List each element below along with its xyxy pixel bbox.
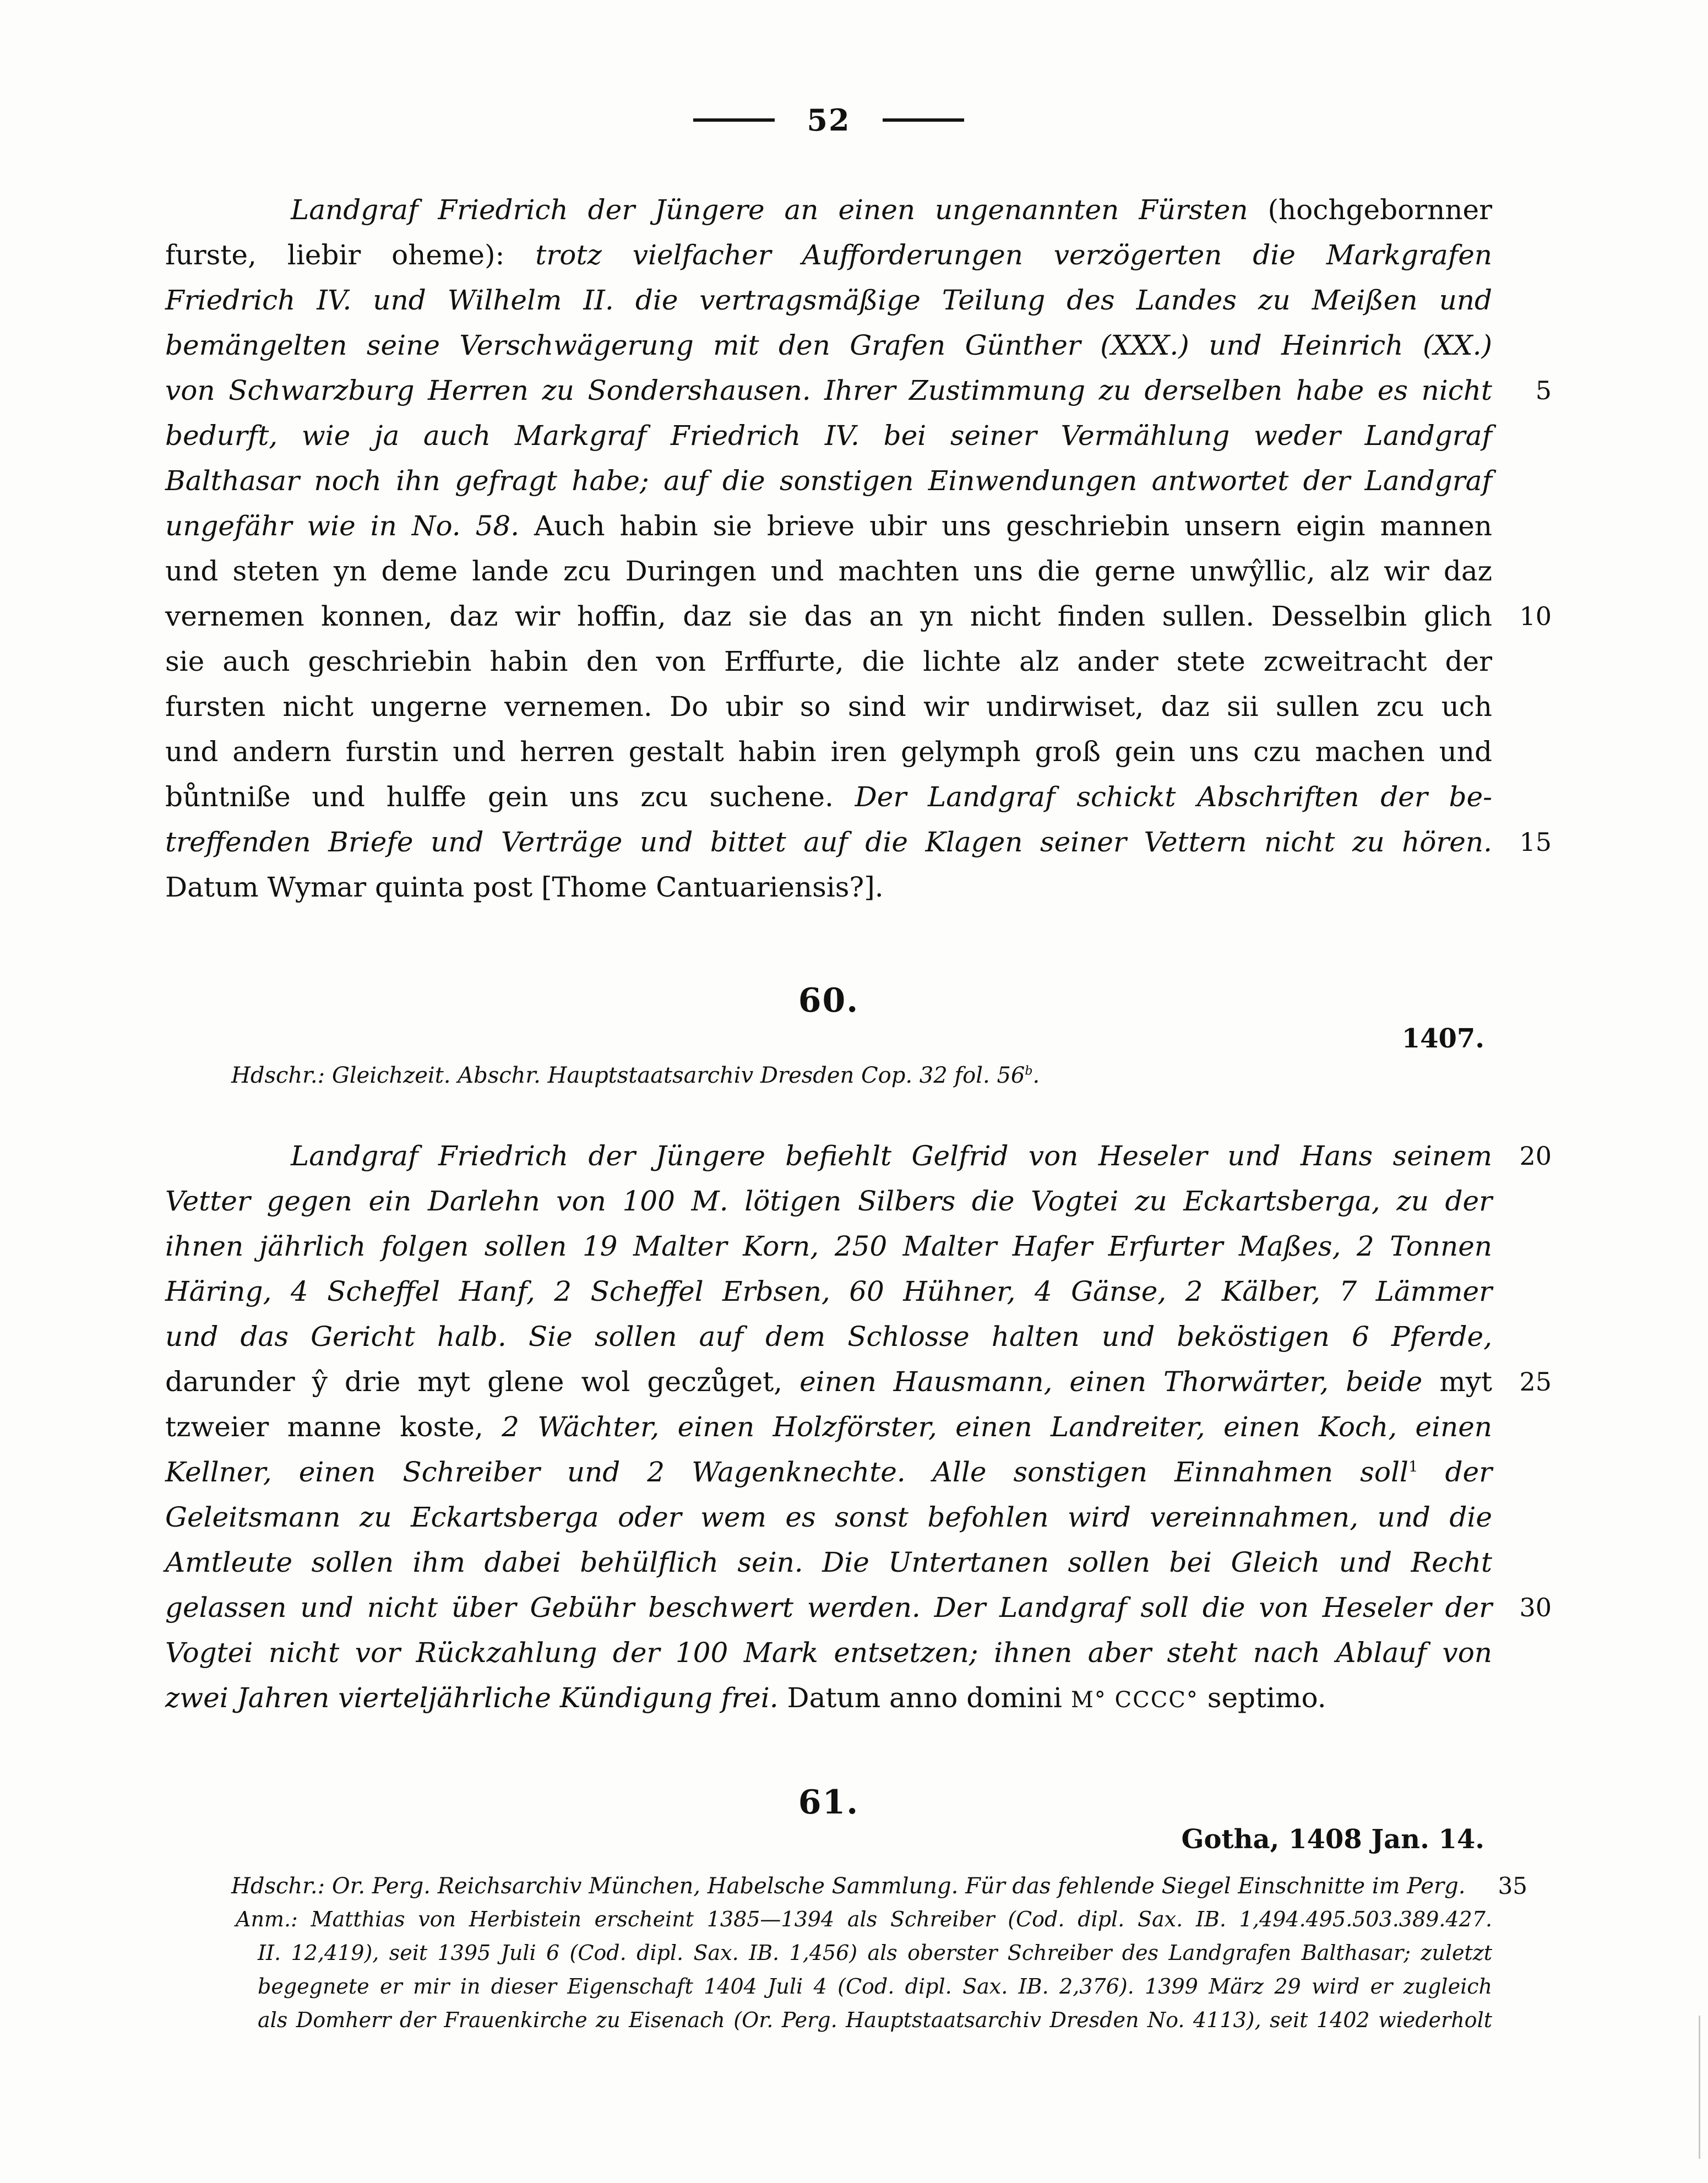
margin-line-number: 15 xyxy=(1519,827,1552,857)
entry-60-source xyxy=(165,1061,1492,1090)
entry-61-heading: 61. xyxy=(798,1783,860,1822)
text-line xyxy=(165,323,1492,368)
text-line xyxy=(165,819,1552,865)
text-line xyxy=(165,1585,1552,1630)
text-segment: sie auch geschriebin habin den von Erffurte, die lichte alz ander stete zcweitracht der xyxy=(165,645,1492,677)
text-segment: und andern furstin und herren gestalt habin iren gelymph groß gein uns czu machen und xyxy=(165,736,1492,768)
text-segment: bůntniße und hulffe gein uns zcu suchene. xyxy=(165,781,855,813)
text-line xyxy=(165,1179,1492,1224)
text-line xyxy=(165,1061,1492,1090)
text-line xyxy=(165,278,1492,323)
text-line xyxy=(165,1314,1492,1359)
entry-60-heading: 60. xyxy=(798,981,860,1020)
text-segment: Anm.: Matthias von Herbistein erscheint 1385—1394 als Schreiber (Cod. dipl. Sax. IB. 1,494.495.503.389.427. xyxy=(236,1907,1492,1931)
text-segment: einen Hausmann, einen Thorwärter, beide xyxy=(799,1366,1440,1398)
text-segment: ihnen jährlich folgen sollen 19 Malter Korn, 250 Malter Hafer Erfurter Maßes, 2 Tonnen xyxy=(165,1230,1492,1262)
text-segment: (hochgebornner xyxy=(1268,194,1492,226)
right-rule xyxy=(883,118,964,122)
text-segment: II. 12,419), seit 1395 Juli 6 (Cod. dipl. Sax. IB. 1,456) als oberster Schreiber des Landgrafen Balthasar; zuletzt xyxy=(258,1941,1492,1965)
text-segment: Geleitsmann zu Eckartsberga oder wem es sonst befohlen wird vereinnahmen, und die xyxy=(165,1501,1492,1533)
entry-61-source xyxy=(165,1871,1527,1901)
text-line xyxy=(165,1936,1492,1970)
text-segment: der xyxy=(1418,1456,1492,1488)
margin-line-number: 25 xyxy=(1519,1367,1552,1397)
text-line xyxy=(165,1630,1492,1675)
left-rule xyxy=(693,118,775,122)
text-segment: Landgraf Friedrich der Jüngere an einen ungenannten Fürsten xyxy=(291,194,1268,226)
text-segment: 2 Wächter, einen Holzförster, einen Landreiter, einen Koch, einen xyxy=(502,1411,1492,1443)
entry-61-date: Gotha, 1408 Jan. 14. xyxy=(1181,1824,1484,1855)
text-segment: Vogtei nicht vor Rückzahlung der 100 Mark entsetzen; ihnen aber steht nach Ablauf von xyxy=(165,1637,1492,1669)
text-segment: b xyxy=(1025,1064,1033,1078)
text-segment: M° CCCC° xyxy=(1070,1687,1199,1713)
text-segment: Balthasar noch ihn gefragt habe; auf die sonstigen Einwendungen antwortet der Landgraf xyxy=(165,465,1492,497)
text-segment: und steten yn deme lande zcu Duringen und machten uns die gerne unwŷllic, alz wir daz xyxy=(165,555,1492,587)
text-line xyxy=(165,865,1492,910)
text-segment: Vetter gegen ein Darlehn von 100 M. lötigen Silbers die Vogtei zu Eckartsberga, zu der xyxy=(165,1185,1492,1217)
text-segment: Friedrich IV. und Wilhelm II. die vertragsmäßige Teilung des Landes zu Meißen und xyxy=(165,284,1492,316)
text-segment: zwei Jahren vierteljährliche Kündigung frei. xyxy=(165,1682,787,1714)
text-segment: von Schwarzburg Herren zu Sondershausen. Ihrer Zustimmung zu derselben habe es nicht xyxy=(165,374,1492,406)
text-segment: trotz vielfacher Aufforderungen verzögerten die Markgrafen xyxy=(535,239,1492,271)
text-segment: bedurft, wie ja auch Markgraf Friedrich IV. bei seiner Vermählung weder Landgraf xyxy=(165,420,1492,452)
scan-artifact-line xyxy=(1699,2016,1700,2159)
text-line xyxy=(165,1540,1492,1585)
text-segment: Datum anno domini xyxy=(787,1682,1071,1714)
text-line xyxy=(165,1970,1492,2003)
text-segment: 1 xyxy=(1408,1458,1418,1476)
text-segment: treffenden Briefe und Verträge und bittet auf die Klagen seiner Vettern nicht zu hören. xyxy=(165,826,1492,858)
margin-line-number: 30 xyxy=(1519,1593,1552,1622)
text-line xyxy=(165,503,1492,549)
text-segment: und das Gericht halb. Sie sollen auf dem Schlosse halten und beköstigen 6 Pferde, xyxy=(165,1321,1492,1353)
text-line xyxy=(165,549,1492,594)
text-segment: Auch habin sie brieve ubir uns geschriebin unsern eigin mannen xyxy=(534,510,1492,542)
text-line xyxy=(165,368,1552,413)
text-line xyxy=(165,1675,1492,1720)
text-line xyxy=(165,1495,1492,1540)
text-line xyxy=(165,1871,1527,1901)
page-header xyxy=(165,102,1492,138)
text-line xyxy=(165,1404,1492,1449)
margin-line-number: 5 xyxy=(1535,376,1552,405)
text-line xyxy=(165,458,1492,503)
text-line xyxy=(165,1449,1492,1495)
text-line xyxy=(165,639,1492,684)
margin-line-number: 20 xyxy=(1519,1141,1552,1171)
text-line xyxy=(165,1224,1492,1269)
text-line xyxy=(165,729,1492,774)
text-segment: septimo. xyxy=(1198,1682,1326,1714)
page-number: 52 xyxy=(807,102,851,138)
text-segment: myt xyxy=(1439,1366,1492,1398)
text-segment: Landgraf Friedrich der Jüngere befiehlt Gelfrid von Heseler und Hans seinem xyxy=(291,1140,1492,1172)
text-segment: bemängelten seine Verschwägerung mit den Grafen Günther (XXX.) und Heinrich (XX.) xyxy=(165,329,1492,361)
entry-60-date: 1407. xyxy=(1401,1023,1484,1054)
text-segment: als Domherr der Frauenkirche zu Eisenach (Or. Perg. Hauptstaatsarchiv Dresden No. 4113), seit 1402 wiederholt xyxy=(258,2008,1492,2032)
text-line xyxy=(165,2003,1492,2037)
text-segment: Amtleute sollen ihm dabei behülflich sein. Die Untertanen sollen bei Gleich und Recht xyxy=(165,1546,1492,1578)
text-line xyxy=(165,232,1492,278)
text-segment: furste, liebir oheme): xyxy=(165,239,536,271)
text-segment: vernemen konnen, daz wir hoffin, daz sie das an yn nicht finden sullen. Desselbin glich xyxy=(165,600,1492,632)
text-line xyxy=(165,594,1552,639)
text-segment: Häring, 4 Scheffel Hanf, 2 Scheffel Erbsen, 60 Hühner, 4 Gänse, 2 Kälber, 7 Lämmer xyxy=(165,1275,1492,1307)
text-line xyxy=(165,413,1492,458)
text-segment: ungefähr wie in No. 58. xyxy=(165,510,535,542)
text-line xyxy=(165,1133,1552,1179)
entry-61-note xyxy=(165,1903,1492,2037)
text-line xyxy=(165,774,1492,819)
text-segment: Kellner, einen Schreiber und 2 Wagenknechte. Alle sonstigen Einnahmen soll xyxy=(165,1456,1408,1488)
text-segment: tzweier manne koste, xyxy=(165,1411,502,1443)
entry-60-paragraph xyxy=(165,1133,1552,1720)
entry-59-paragraph xyxy=(165,187,1552,910)
text-segment: . xyxy=(1032,1063,1040,1088)
margin-line-number: 10 xyxy=(1519,601,1552,631)
text-segment: Der Landgraf schickt Abschriften der be- xyxy=(855,781,1492,813)
text-segment: begegnete er mir in dieser Eigenschaft 1404 Juli 4 (Cod. dipl. Sax. IB. 2,376). 1399 März 29 wird er zugleich xyxy=(258,1974,1492,1999)
text-segment: fursten nicht ungerne vernemen. Do ubir so sind wir undirwiset, daz sii sullen zcu uch xyxy=(165,691,1492,723)
text-line xyxy=(165,1903,1492,1936)
margin-line-number: 35 xyxy=(1498,1872,1527,1899)
text-line xyxy=(165,1269,1492,1314)
text-line xyxy=(165,1359,1552,1404)
text-line xyxy=(165,187,1492,232)
text-line xyxy=(165,684,1492,729)
text-segment: Datum Wymar quinta post [Thome Cantuariensis?]. xyxy=(165,871,884,903)
text-segment: darunder ŷ drie myt glene wol geczůget, xyxy=(165,1366,800,1398)
text-segment: Hdschr.: Or. Perg. Reichsarchiv München, Habelsche Sammlung. Für das fehlende Siegel Einschnitte im Perg. xyxy=(231,1874,1466,1899)
text-segment: Hdschr.: Gleichzeit. Abschr. Hauptstaatsarchiv Dresden Cop. 32 fol. 56 xyxy=(231,1063,1025,1088)
text-segment: gelassen und nicht über Gebühr beschwert werden. Der Landgraf soll die von Heseler der xyxy=(165,1592,1492,1623)
